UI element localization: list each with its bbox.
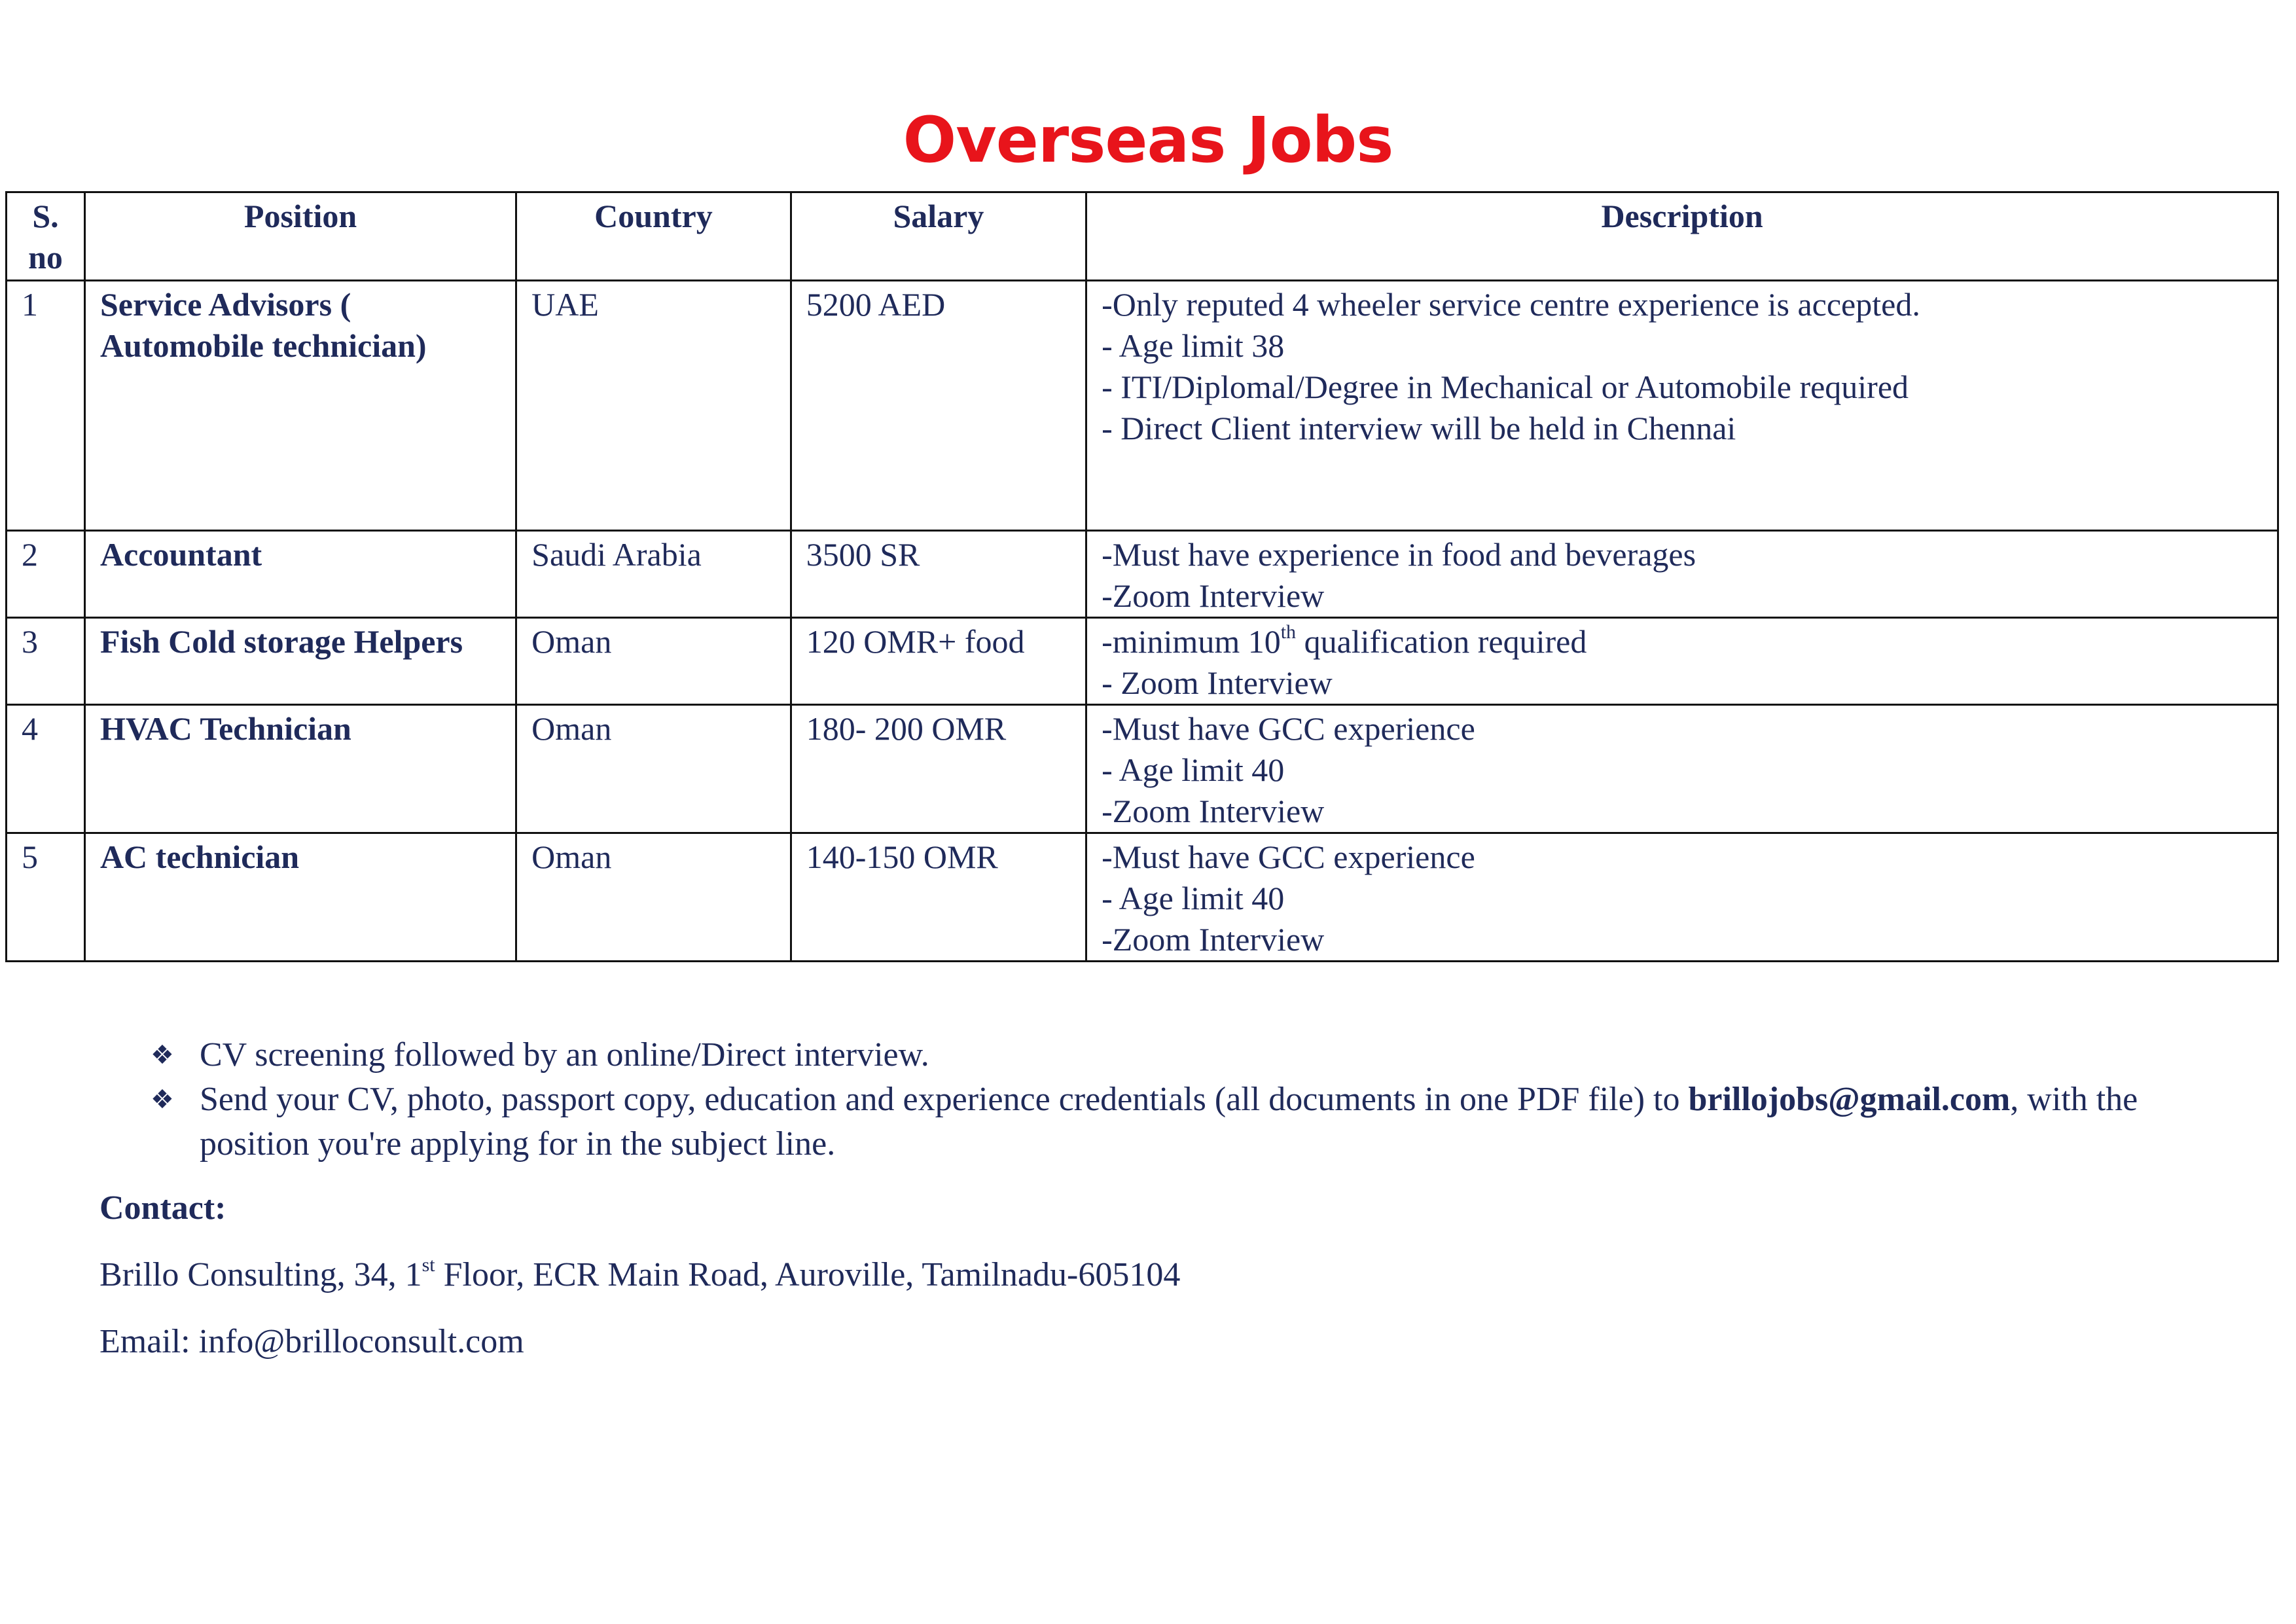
row-country: Oman xyxy=(516,705,791,833)
header-position: Position xyxy=(84,192,516,281)
row-sno: 4 xyxy=(7,705,85,833)
description-line: - Age limit 40 xyxy=(1102,880,1285,916)
row-salary: 3500 SR xyxy=(791,531,1086,618)
table-row xyxy=(7,531,2278,618)
table-header-row xyxy=(7,192,2278,281)
header-description: Description xyxy=(1086,192,2278,281)
row-salary: 180- 200 OMR xyxy=(791,705,1086,833)
description-line: -Must have GCC experience xyxy=(1102,839,1475,875)
header-country: Country xyxy=(516,192,791,281)
address-text: Floor, ECR Main Road, Auroville, Tamilnadu-605104 xyxy=(435,1256,1181,1293)
row-country: Saudi Arabia xyxy=(516,531,791,618)
row-sno: 2 xyxy=(7,531,85,618)
description-line: - Direct Client interview will be held in Chennai xyxy=(1102,410,1736,446)
description-line: -Only reputed 4 wheeler service centre experience is accepted. xyxy=(1102,286,1920,323)
description-text: -minimum 10 xyxy=(1102,623,1281,660)
list-item xyxy=(151,1033,2206,1077)
table-row xyxy=(7,833,2278,962)
description-line: - Age limit 38 xyxy=(1102,327,1285,364)
description-line: - Zoom Interview xyxy=(1102,664,1333,701)
row-position: Service Advisors ( Automobile technician) xyxy=(84,281,516,531)
contact-email[interactable]: Email: info@brilloconsult.com xyxy=(99,1323,524,1360)
description-line: - Age limit 40 xyxy=(1102,751,1285,788)
page-title: Overseas Jobs xyxy=(903,103,1393,177)
description-line: -Zoom Interview xyxy=(1102,577,1325,614)
row-salary: 140-150 OMR xyxy=(791,833,1086,962)
ordinal-suffix: th xyxy=(1280,621,1297,643)
description-line xyxy=(1102,621,2263,662)
description-line: -Must have GCC experience xyxy=(1102,710,1475,747)
description-line: -Must have experience in food and beverages xyxy=(1102,536,1696,573)
contact-heading: Contact: xyxy=(99,1189,226,1227)
row-salary: 5200 AED xyxy=(791,281,1086,531)
row-country: Oman xyxy=(516,618,791,705)
note-text: , with the position you're applying for in the subject line. xyxy=(200,1081,2138,1163)
description-line: -Zoom Interview xyxy=(1102,793,1325,829)
notes-list xyxy=(151,1033,2206,1166)
row-description xyxy=(1086,618,2278,705)
row-position: Accountant xyxy=(84,531,516,618)
note-text: Send your CV, photo, passport copy, education and experience credentials (all documents in one PDF file) to xyxy=(200,1081,1689,1118)
row-description xyxy=(1086,281,2278,531)
row-position: AC technician xyxy=(84,833,516,962)
row-sno: 3 xyxy=(7,618,85,705)
row-description xyxy=(1086,705,2278,833)
header-salary: Salary xyxy=(791,192,1086,281)
row-sno: 1 xyxy=(7,281,85,531)
row-country: UAE xyxy=(516,281,791,531)
list-item xyxy=(151,1077,2206,1166)
contact-address xyxy=(99,1255,1180,1294)
row-salary: 120 OMR+ food xyxy=(791,618,1086,705)
row-position: HVAC Technician xyxy=(84,705,516,833)
row-position: Fish Cold storage Helpers xyxy=(84,618,516,705)
table-row xyxy=(7,705,2278,833)
description-line: -Zoom Interview xyxy=(1102,921,1325,958)
jobs-table xyxy=(5,191,2279,962)
address-text: Brillo Consulting, 34, 1 xyxy=(99,1256,422,1293)
header-sno: S. no xyxy=(7,192,85,281)
table-row xyxy=(7,618,2278,705)
description-text: qualification required xyxy=(1296,623,1587,660)
application-email-link[interactable]: brillojobs@gmail.com xyxy=(1688,1081,2011,1118)
description-line: - ITI/Diplomal/Degree in Mechanical or Automobile required xyxy=(1102,369,1909,405)
row-sno: 5 xyxy=(7,833,85,962)
table-row xyxy=(7,281,2278,531)
diamond-bullet-icon: ❖ xyxy=(151,1040,174,1070)
ordinal-suffix: st xyxy=(422,1254,435,1276)
row-country: Oman xyxy=(516,833,791,962)
row-description xyxy=(1086,833,2278,962)
note-text: CV screening followed by an online/Direct interview. xyxy=(200,1036,929,1074)
row-description xyxy=(1086,531,2278,618)
diamond-bullet-icon: ❖ xyxy=(151,1085,174,1115)
